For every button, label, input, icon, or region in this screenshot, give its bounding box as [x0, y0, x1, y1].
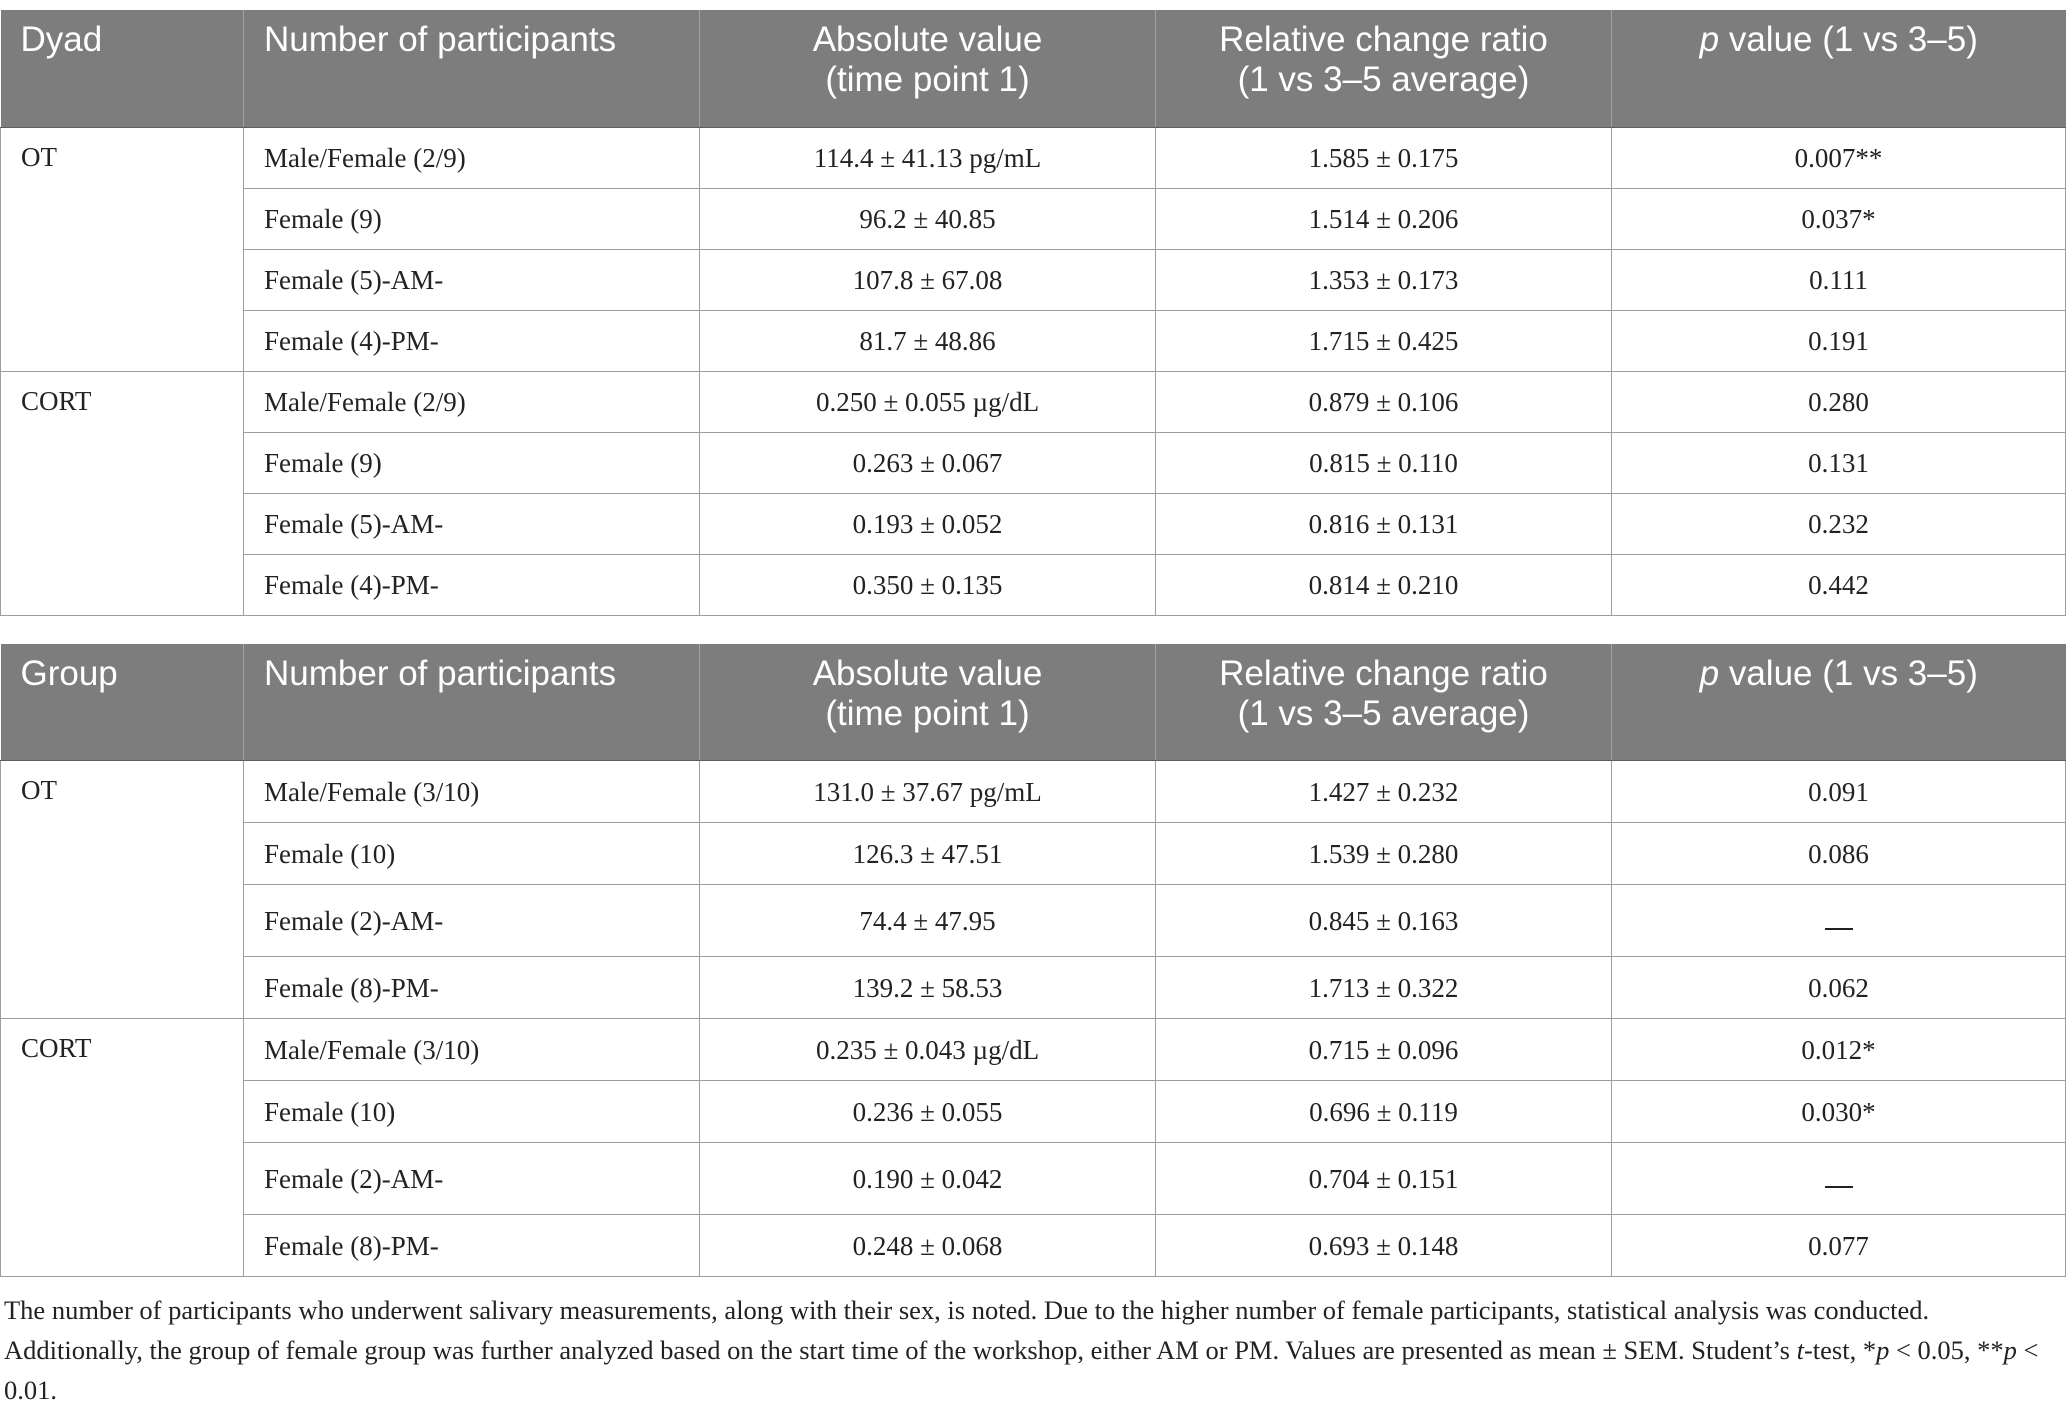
header-participants: Number of participants [244, 644, 700, 761]
p-value-cell: 0.030* [1612, 1081, 2066, 1143]
table-row [1, 128, 2066, 189]
header-absolute-value: Absolute value (time point 1) [700, 644, 1156, 761]
p-value-cell: 0.131 [1612, 433, 2066, 494]
participants-cell: Female (8)-PM- [244, 1215, 700, 1277]
absolute-value-cell: 0.248 ± 0.068 [700, 1215, 1156, 1277]
ratio-cell: 0.696 ± 0.119 [1156, 1081, 1612, 1143]
group-table [0, 644, 2066, 1277]
participants-cell: Male/Female (2/9) [244, 372, 700, 433]
p-value-cell: 0.077 [1612, 1215, 2066, 1277]
header-p-value: p value (1 vs 3–5) [1612, 10, 2066, 128]
table-row [1, 885, 2066, 957]
table-row [1, 189, 2066, 250]
ratio-cell: 0.816 ± 0.131 [1156, 494, 1612, 555]
table-row [1, 311, 2066, 372]
p-value-cell: 0.191 [1612, 311, 2066, 372]
p-value-cell [1612, 885, 2066, 957]
participants-cell: Male/Female (3/10) [244, 1019, 700, 1081]
header-relative-change: Relative change ratio (1 vs 3–5 average) [1156, 644, 1612, 761]
participants-cell: Male/Female (2/9) [244, 128, 700, 189]
group-label-ot: OT [1, 761, 244, 1019]
header-dyad: Dyad [1, 10, 244, 128]
participants-cell: Female (5)-AM- [244, 494, 700, 555]
table-row [1, 494, 2066, 555]
ratio-cell: 1.427 ± 0.232 [1156, 761, 1612, 823]
table-header-row [1, 644, 2066, 761]
absolute-value-cell: 0.263 ± 0.067 [700, 433, 1156, 494]
table-row [1, 1019, 2066, 1081]
participants-cell: Male/Female (3/10) [244, 761, 700, 823]
participants-cell: Female (5)-AM- [244, 250, 700, 311]
header-relative-change: Relative change ratio (1 vs 3–5 average) [1156, 10, 1612, 128]
absolute-value-cell: 0.236 ± 0.055 [700, 1081, 1156, 1143]
header-participants: Number of participants [244, 10, 700, 128]
table-row [1, 250, 2066, 311]
ratio-cell: 1.713 ± 0.322 [1156, 957, 1612, 1019]
ratio-cell: 0.815 ± 0.110 [1156, 433, 1612, 494]
p-value-cell: 0.232 [1612, 494, 2066, 555]
table-header-row [1, 10, 2066, 128]
ratio-cell: 0.704 ± 0.151 [1156, 1143, 1612, 1215]
ratio-cell: 1.539 ± 0.280 [1156, 823, 1612, 885]
participants-cell: Female (2)-AM- [244, 885, 700, 957]
participants-cell: Female (10) [244, 1081, 700, 1143]
p-value-cell: 0.091 [1612, 761, 2066, 823]
em-dash-mark [1825, 1186, 1853, 1188]
em-dash-mark [1825, 928, 1853, 930]
p-value-cell: 0.086 [1612, 823, 2066, 885]
header-p-value: p value (1 vs 3–5) [1612, 644, 2066, 761]
group-label-cort: CORT [1, 372, 244, 616]
participants-cell: Female (9) [244, 189, 700, 250]
absolute-value-cell: 0.190 ± 0.042 [700, 1143, 1156, 1215]
absolute-value-cell: 74.4 ± 47.95 [700, 885, 1156, 957]
table-row [1, 1215, 2066, 1277]
ratio-cell: 0.715 ± 0.096 [1156, 1019, 1612, 1081]
absolute-value-cell: 131.0 ± 37.67 pg/mL [700, 761, 1156, 823]
ratio-cell: 0.814 ± 0.210 [1156, 555, 1612, 616]
dyad-table [0, 10, 2066, 616]
absolute-value-cell: 0.193 ± 0.052 [700, 494, 1156, 555]
participants-cell: Female (10) [244, 823, 700, 885]
p-value-cell: 0.062 [1612, 957, 2066, 1019]
ratio-cell: 1.353 ± 0.173 [1156, 250, 1612, 311]
absolute-value-cell: 81.7 ± 48.86 [700, 311, 1156, 372]
table-footnote: The number of participants who underwent salivary measurements, along with their sex, is noted. Due to the higher number of female participants, statistical analysis was conducted. Additionally, the group of female group was further analyzed based on the start time of the workshop, either AM or PM. Values are presented as mean ± SEM. Student’s t-test, *p < 0.05, **p < 0.01. [4, 1295, 2039, 1405]
absolute-value-cell: 139.2 ± 58.53 [700, 957, 1156, 1019]
participants-cell: Female (2)-AM- [244, 1143, 700, 1215]
table-row [1, 957, 2066, 1019]
table-row [1, 372, 2066, 433]
table-row [1, 1081, 2066, 1143]
ratio-cell: 1.585 ± 0.175 [1156, 128, 1612, 189]
p-value-cell: 0.442 [1612, 555, 2066, 616]
table-row [1, 433, 2066, 494]
table-row [1, 1143, 2066, 1215]
p-value-cell [1612, 1143, 2066, 1215]
group-label-cort: CORT [1, 1019, 244, 1277]
p-value-cell: 0.037* [1612, 189, 2066, 250]
participants-cell: Female (9) [244, 433, 700, 494]
absolute-value-cell: 126.3 ± 47.51 [700, 823, 1156, 885]
absolute-value-cell: 114.4 ± 41.13 pg/mL [700, 128, 1156, 189]
absolute-value-cell: 0.235 ± 0.043 µg/dL [700, 1019, 1156, 1081]
p-value-cell: 0.007** [1612, 128, 2066, 189]
ratio-cell: 0.845 ± 0.163 [1156, 885, 1612, 957]
p-value-cell: 0.012* [1612, 1019, 2066, 1081]
p-value-cell: 0.280 [1612, 372, 2066, 433]
participants-cell: Female (8)-PM- [244, 957, 700, 1019]
absolute-value-cell: 96.2 ± 40.85 [700, 189, 1156, 250]
ratio-cell: 1.514 ± 0.206 [1156, 189, 1612, 250]
ratio-cell: 0.879 ± 0.106 [1156, 372, 1612, 433]
absolute-value-cell: 0.250 ± 0.055 µg/dL [700, 372, 1156, 433]
absolute-value-cell: 107.8 ± 67.08 [700, 250, 1156, 311]
group-label-ot: OT [1, 128, 244, 372]
header-absolute-value: Absolute value (time point 1) [700, 10, 1156, 128]
table-row [1, 823, 2066, 885]
participants-cell: Female (4)-PM- [244, 311, 700, 372]
table-row [1, 761, 2066, 823]
header-group: Group [1, 644, 244, 761]
ratio-cell: 0.693 ± 0.148 [1156, 1215, 1612, 1277]
p-value-cell: 0.111 [1612, 250, 2066, 311]
ratio-cell: 1.715 ± 0.425 [1156, 311, 1612, 372]
participants-cell: Female (4)-PM- [244, 555, 700, 616]
absolute-value-cell: 0.350 ± 0.135 [700, 555, 1156, 616]
table-row [1, 555, 2066, 616]
